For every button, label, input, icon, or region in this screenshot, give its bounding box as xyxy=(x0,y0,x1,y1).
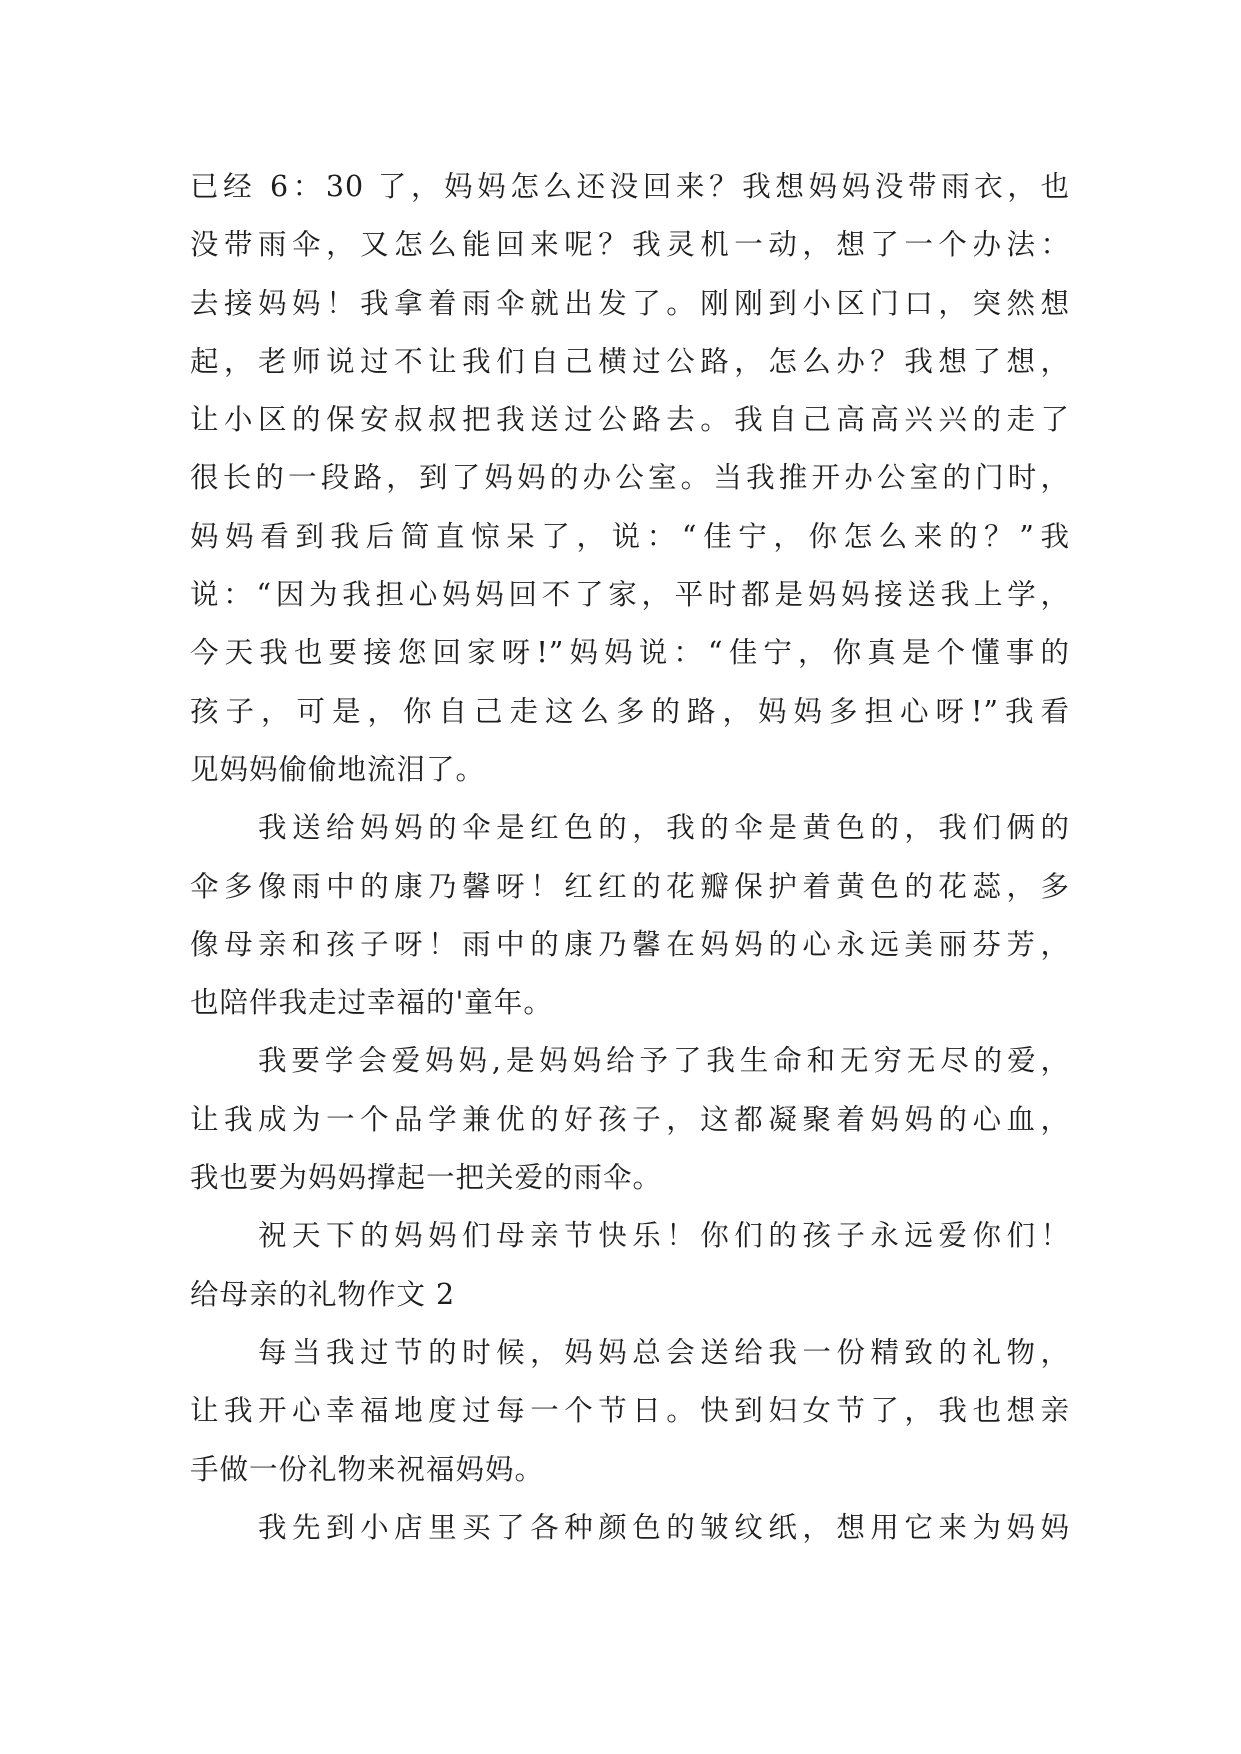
text-line: 起，老师说过不让我们自己横过公路，怎么办？我想了想， xyxy=(190,344,1070,378)
text-line: 也陪伴我走过幸福的'童年。 xyxy=(190,986,553,1020)
text-line: 手做一份礼物来祝福妈妈。 xyxy=(190,1452,545,1486)
text-line: 伞多像雨中的康乃馨呀！红红的花瓣保护着黄色的花蕊，多 xyxy=(190,869,1070,903)
text-line: 像母亲和孩子呀！雨中的康乃馨在妈妈的心永远美丽芬芳， xyxy=(190,927,1070,961)
text-line: 让我成为一个品学兼优的好孩子，这都凝聚着妈妈的心血， xyxy=(190,1102,1070,1136)
text-line: 见妈妈偷偷地流泪了。 xyxy=(190,752,486,786)
text-line: 去接妈妈！我拿着雨伞就出发了。刚刚到小区门口，突然想 xyxy=(190,286,1070,320)
text-line: 很长的一段路，到了妈妈的办公室。当我推开办公室的门时， xyxy=(190,461,1070,495)
text-line: 我先到小店里买了各种颜色的皱纹纸，想用它来为妈妈 xyxy=(258,1510,1070,1544)
text-line: 妈妈看到我后简直惊呆了，说：“佳宁，你怎么来的？”我 xyxy=(190,519,1070,553)
text-line: 给母亲的礼物作文 2 xyxy=(190,1277,456,1311)
text-line: 已经 6：30 了，妈妈怎么还没回来？我想妈妈没带雨衣，也 xyxy=(190,170,1070,203)
text-line: 让小区的保安叔叔把我送过公路去。我自己高高兴兴的走了 xyxy=(190,403,1070,437)
text-line: 今天我也要接您回家呀!”妈妈说：“佳宁，你真是个懂事的 xyxy=(190,636,1070,670)
text-line: 我也要为妈妈撑起一把关爱的雨伞。 xyxy=(190,1161,663,1195)
text-line: 我要学会爱妈妈,是妈妈给予了我生命和无穷无尽的爱， xyxy=(258,1044,1070,1078)
text-line: 祝天下的妈妈们母亲节快乐！你们的孩子永远爱你们！ xyxy=(258,1219,1070,1253)
text-line: 我送给妈妈的伞是红色的，我的伞是黄色的，我们俩的 xyxy=(258,811,1070,845)
text-line: 让我开心幸福地度过每一个节日。快到妇女节了，我也想亲 xyxy=(190,1394,1070,1428)
text-line: 没带雨伞，又怎么能回来呢？我灵机一动，想了一个办法： xyxy=(190,228,1070,262)
text-line: 孩子，可是，你自己走这么多的路，妈妈多担心呀!”我看 xyxy=(190,694,1070,728)
text-line: 每当我过节的时候，妈妈总会送给我一份精致的礼物， xyxy=(258,1335,1070,1369)
document-body xyxy=(190,158,1070,1557)
text-line: 说：“因为我担心妈妈回不了家，平时都是妈妈接送我上学， xyxy=(190,578,1070,612)
